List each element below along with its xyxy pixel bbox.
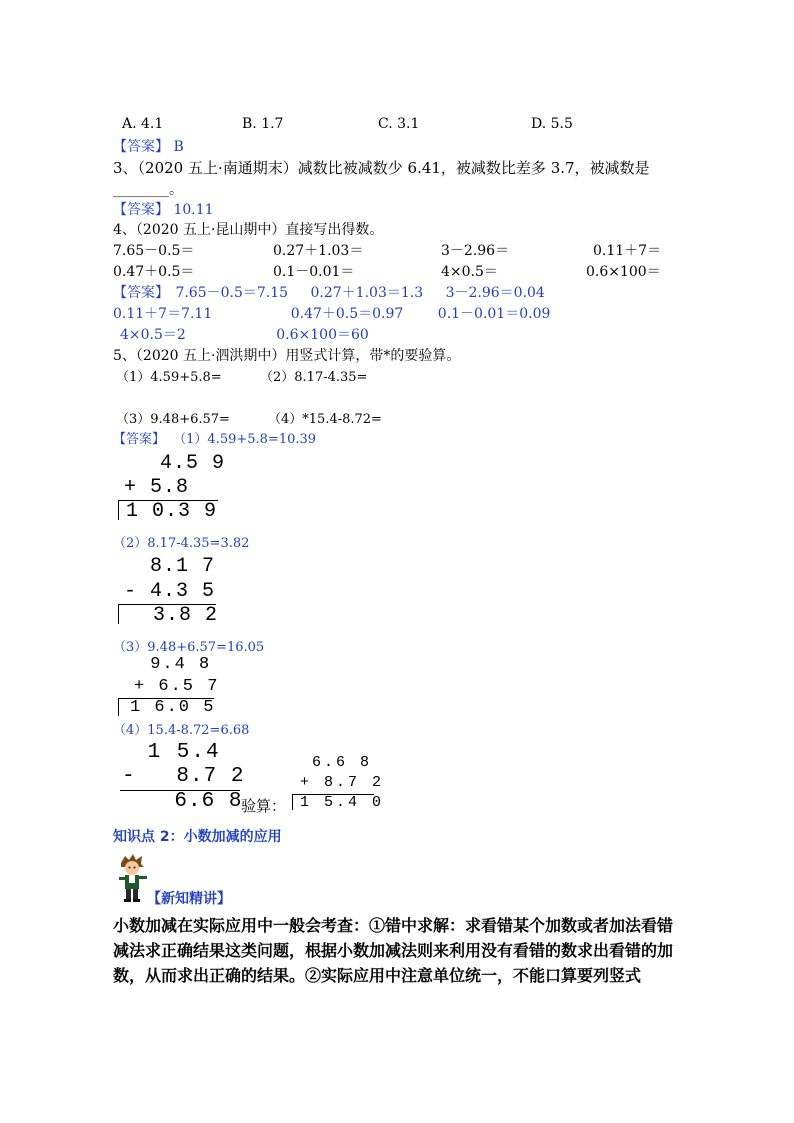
- q2-answer: [113, 136, 184, 156]
- answer-item: 3－2.96＝0.04: [445, 285, 545, 301]
- q5-part: （4）*15.4-8.72=: [268, 412, 382, 427]
- question-5: 5、（2020 五上·泗洪期中）用竖式计算，带*的要验算。: [113, 348, 461, 364]
- check-label: 验算：: [241, 797, 287, 815]
- q5-answer-4: （4）15.4-8.72=6.68: [113, 723, 250, 738]
- option-d: D. 5.5: [531, 116, 573, 132]
- q4-item: 0.27＋1.03＝: [273, 243, 364, 259]
- q5-answer-3: （3）9.48+6.57=16.05: [113, 640, 265, 655]
- calc3-result: 1 6.0 5: [130, 698, 216, 717]
- q4-item: 0.6×100＝: [586, 264, 661, 280]
- answer-tag: 【答案】: [113, 285, 169, 301]
- calc1-top: 4.5 9: [147, 452, 226, 475]
- answer-item: 0.11＋7＝7.11: [113, 306, 213, 322]
- answer-value: 10.11: [173, 202, 214, 218]
- option-c: C. 3.1: [378, 116, 420, 132]
- option-a: A. 4.1: [122, 116, 164, 132]
- answer-item: 4×0.5＝2: [120, 327, 186, 343]
- calc4-result: 6.6 8: [120, 790, 243, 813]
- question-3: 3、（2020 五上·南通期末）减数比被减数少 6.41，被减数比差多 3.7，被减数是: [113, 159, 650, 177]
- option-b: B. 1.7: [242, 116, 284, 132]
- answer-item: 0.47＋0.5＝0.97: [290, 306, 404, 322]
- answer-tag: 【答案】: [113, 139, 169, 155]
- calc1-mid: + 5.8: [124, 476, 190, 499]
- q4-item: 4×0.5＝: [441, 264, 498, 280]
- q4-item: 7.65－0.5＝: [113, 243, 195, 259]
- calc3-bar: [118, 698, 119, 716]
- q4-item: 0.47＋0.5＝: [113, 264, 195, 280]
- knowledge-subtitle: 【新知精讲】: [147, 891, 231, 907]
- check-bar: [292, 794, 293, 810]
- answer-tag: 【答案】: [113, 432, 166, 447]
- check-top: 6.6 8: [300, 754, 373, 771]
- q4-item: 3－2.96＝: [441, 243, 510, 259]
- q5-answer-1: [113, 428, 316, 447]
- answer-item: 7.65－0.5＝7.15: [175, 285, 289, 301]
- answer-item: 0.1－0.01＝0.09: [437, 306, 551, 322]
- calc2-top: 8.1 7: [150, 555, 216, 578]
- calc1-bar: [118, 500, 119, 520]
- cartoon-boy-icon: [113, 853, 151, 903]
- calc3-top: 9.4 8: [138, 655, 212, 674]
- calc3-mid: + 6.5 7: [134, 677, 220, 696]
- check-result: 1 5.4 0: [300, 794, 385, 811]
- knowledge-paragraph: 小数加减在实际应用中一般会考查：①错中求解：求看错某个加数或者加法看错减法求正确结果这类问题，根据小数加减法则来利用没有看错的数求出看错的加数，从而求出正确的结果。②实际应用中注意单位统一，不能口算要列竖式: [113, 916, 674, 985]
- q5-answer-2: （2）8.17-4.35=3.82: [113, 536, 250, 551]
- calc4-top: 1 5.4: [133, 741, 221, 764]
- q5-part: （3）9.48+6.57=: [116, 412, 230, 427]
- answer-tag: 【答案】: [113, 202, 169, 218]
- q3-answer: [113, 199, 214, 219]
- answer-item: 0.27＋1.03＝1.3: [310, 285, 424, 301]
- q4-answer-line3: [120, 324, 369, 344]
- check-mid: + 8.7 2: [300, 774, 385, 791]
- q4-answer-line2: [113, 303, 550, 323]
- question-3-blank: ________。: [113, 182, 183, 198]
- calc2-mid: - 4.3 5: [124, 580, 216, 603]
- q5-part: （2）8.17-4.35=: [260, 370, 368, 385]
- calc1-result: 1 0.3 9: [126, 500, 218, 523]
- calc2-result: 3.8 2: [140, 604, 219, 627]
- q4-answer-line1: [113, 282, 545, 302]
- knowledge-title: 知识点 2：小数加减的应用: [113, 829, 282, 845]
- answer-item: 0.6×100＝60: [276, 327, 369, 343]
- q4-item: 0.11＋7＝: [593, 243, 662, 259]
- calc4-mid: - 8.7 2: [122, 765, 245, 788]
- q4-item: 0.1－0.01＝: [273, 264, 355, 280]
- question-4: 4、（2020 五上·昆山期中）直接写出得数。: [113, 222, 384, 238]
- answer-item: （1）4.59+5.8=10.39: [173, 432, 317, 447]
- q5-part: （1）4.59+5.8=: [116, 370, 222, 385]
- answer-value: B: [173, 139, 184, 155]
- calc2-bar: [118, 604, 119, 624]
